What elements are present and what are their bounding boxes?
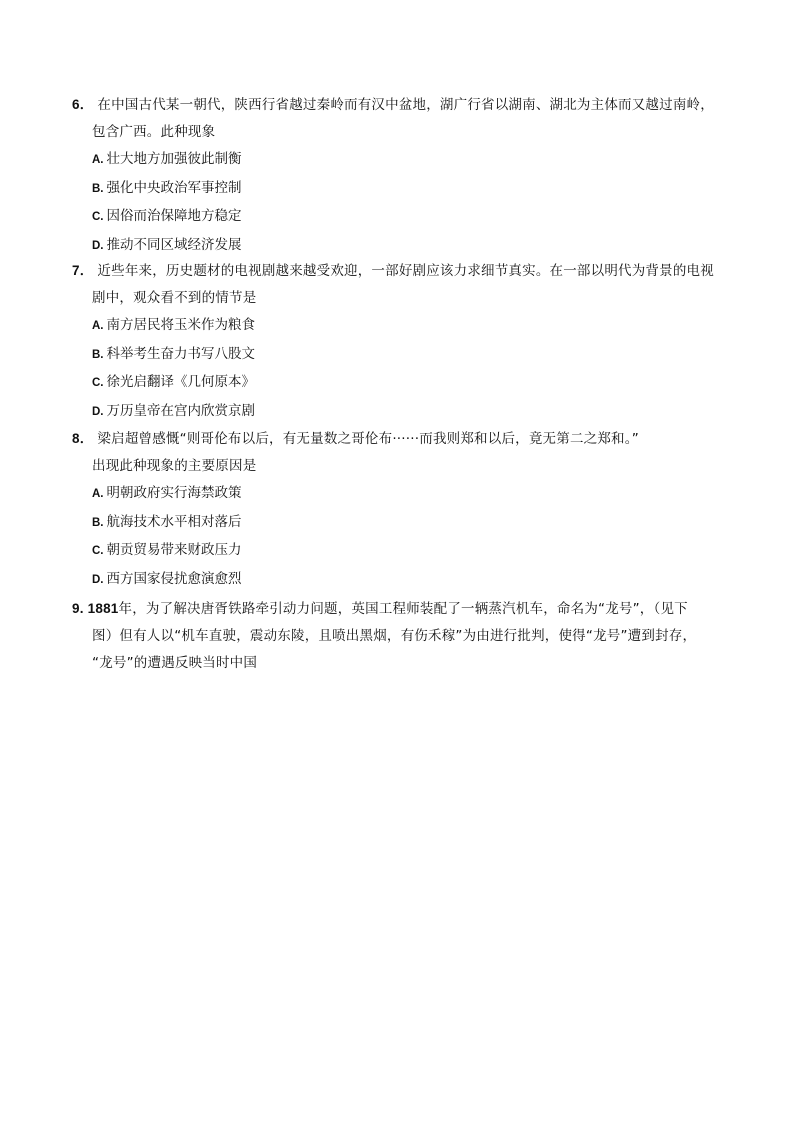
option-text: 西方国家侵扰愈演愈烈 [106,570,242,587]
option-d[interactable] [72,566,737,595]
option-text: 强化中央政治军事控制 [106,179,242,196]
question-stem-line: 图）但有人以“机车直驶，震动东陵，且喷出黑烟，有伤禾稼”为由进行批判，使得“龙号”遭到封存， [92,628,697,644]
option-text: 航海技术水平相对落后 [106,513,242,530]
question-8 [72,425,737,594]
option-letter: D. [92,573,104,586]
option-b[interactable] [72,341,737,370]
option-text: 朝贡贸易带来财政压力 [106,542,242,558]
option-a[interactable] [72,146,737,175]
question-7 [72,257,737,426]
question-number: 9. [72,601,84,616]
option-text: 明朝政府实行海禁政策 [106,485,242,501]
option-letter: D. [92,405,104,418]
option-c[interactable] [72,537,737,566]
question-number: 8． [72,431,94,446]
question-stem-text: 年，为了解决唐胥铁路牵引动力问题，英国工程师装配了一辆蒸汽机车，命名为“龙号”，（见下 [118,601,688,617]
question-stem-line: 剧中，观众看不到的情节是 [92,290,257,306]
option-text: 科举考生奋力书写八股文 [106,345,255,362]
question-stem-line: 出现此种现象的主要原因是 [92,458,257,474]
option-d[interactable] [72,398,737,427]
option-d[interactable] [72,232,737,261]
option-letter: A. [92,154,104,166]
option-b[interactable] [72,175,737,204]
question-number: 7． [72,263,94,278]
option-text: 推动不同区域经济发展 [106,236,242,253]
option-text: 因俗而治保障地方稳定 [106,208,242,224]
question-stem-line [72,595,737,623]
option-a[interactable] [72,312,737,341]
option-letter: B. [92,182,104,195]
question-stem-line: “龙号”的遭遇反映当时中国 [92,655,258,671]
option-text: 万历皇帝在宫内欣赏京剧 [106,402,255,419]
option-letter: D. [92,239,104,252]
question-year: 1881 [87,601,119,616]
option-text: 徐光启翻译《几何原本》 [106,374,255,390]
question-9 [72,595,737,677]
option-letter: B. [92,348,104,361]
question-stem-text: 在中国古代某一朝代，陕西行省越过秦岭而有汉中盆地，湖广行省以湖南、湖北为主体而又越过南岭， [97,97,714,113]
option-letter: B. [92,516,104,529]
option-letter: C. [92,545,104,557]
option-letter: A. [92,488,104,500]
question-stem-text: 近些年来，历史题材的电视剧越来越受欢迎，一部好剧应该力求细节真实。在一部以明代为背景的电视 [97,263,714,279]
question-stem-text: 梁启超曾感慨“则哥伦布以后，有无量数之哥伦布······而我则郑和以后，竟无第二之郑和。” [97,431,639,447]
question-6 [72,91,737,260]
question-stem-line [72,91,737,119]
option-letter: A. [92,320,104,332]
question-stem-line [72,425,737,453]
option-text: 南方居民将玉米作为粮食 [106,317,255,333]
option-c[interactable] [72,203,737,232]
option-c[interactable] [72,369,737,398]
option-text: 壮大地方加强彼此制衡 [106,151,242,167]
question-stem-line [72,257,737,285]
option-letter: C. [92,211,104,223]
option-letter: C. [92,377,104,389]
option-a[interactable] [72,480,737,509]
question-number: 6． [72,97,94,112]
question-stem-line: 包含广西。此种现象 [92,124,216,140]
option-b[interactable] [72,509,737,538]
